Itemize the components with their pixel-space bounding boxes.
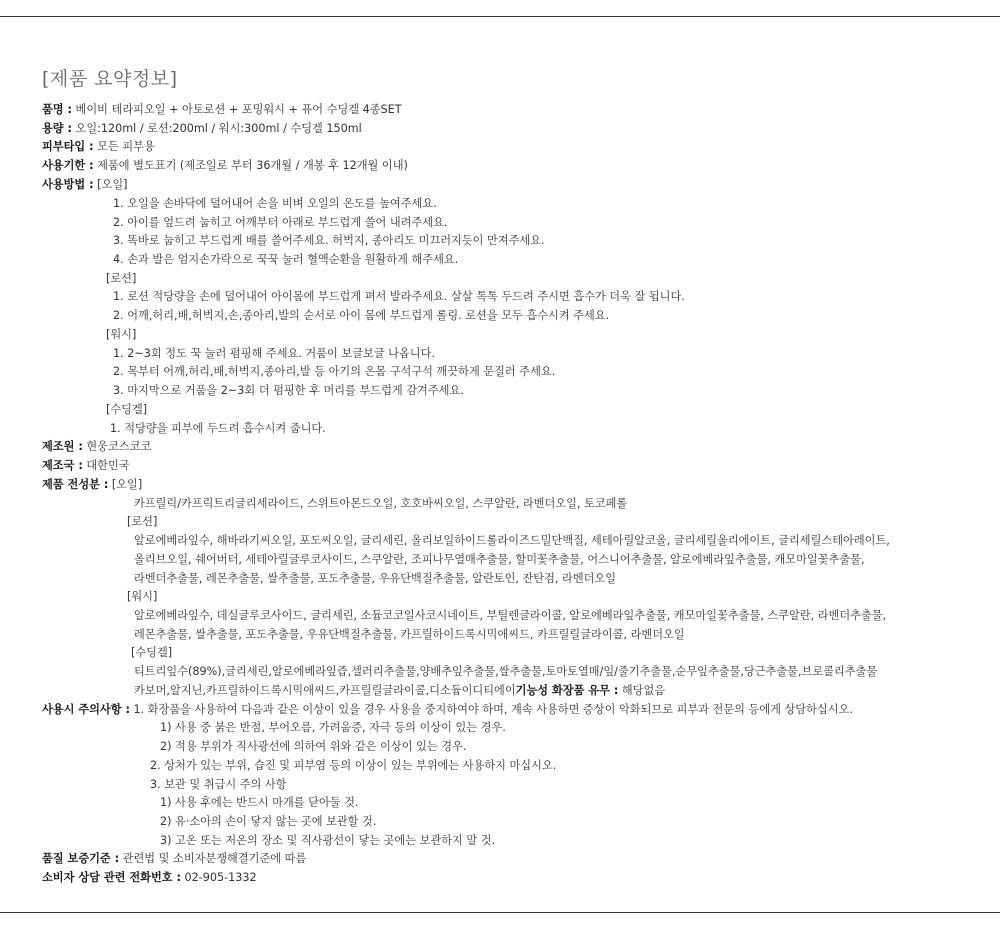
usage-oil-header: [오일] <box>93 178 128 191</box>
skin-type-value: 모든 피부용 <box>93 140 155 153</box>
ingredients-row <box>42 478 142 492</box>
caution-line: 1) 사용 후에는 반드시 마개를 닫아둘 것. <box>160 796 359 809</box>
caution-line: 2) 유·소아의 손이 닿지 않는 곳에 보관할 것. <box>160 815 377 828</box>
ingredients-wash-line: 레몬추출물, 쌀추출물, 포도추출물, 우유단백질추출물, 카프릴하이드록시믹애씨드, 카프릴릴글라이콜, 라벤더오일 <box>134 628 685 641</box>
ingredients-label: 제품 전성분 : <box>42 478 109 491</box>
expiry-value: 제품에 별도표기 (제조일로 부터 36개월 / 개봉 후 12개월 이내) <box>93 159 408 172</box>
quality-row <box>42 852 306 866</box>
ingredients-oil-line: 카프릴릭/카프릭트리글리세라이드, 스위트아몬드오일, 호호바씨오일, 스쿠알란, 라벤더오일, 토코페롤 <box>134 497 628 510</box>
product-name-value: 베이비 테라피오일 + 아토로션 + 포밍워시 + 퓨어 수딩겔 4종SET <box>71 103 402 116</box>
caution-line: 1. 화장품을 사용하여 다음과 같은 이상이 있을 경우 사용을 중지하여야 하며, 계속 사용하면 증상이 악화되므로 피부과 전문의 등에게 상담하십시오. <box>129 703 853 716</box>
ingredients-lotion-header: [로션] <box>127 515 158 528</box>
product-name-row <box>42 103 402 117</box>
cautions-row <box>42 703 853 717</box>
expiry-label: 사용기한 : <box>42 159 94 172</box>
quality-value: 관련법 및 소비자분쟁해결기준에 따름 <box>119 852 307 865</box>
usage-label: 사용방법 : <box>42 178 94 191</box>
caution-line: 3) 고온 또는 저온의 장소 및 직사광선이 닿는 곳에는 보관하지 말 것. <box>160 834 496 847</box>
top-divider <box>0 16 1000 17</box>
ingredients-wash-header: [워시] <box>127 590 158 603</box>
usage-lotion-header: [로션] <box>106 272 137 285</box>
functional-cosmetic-value: 해당없음 <box>618 684 666 697</box>
usage-lotion-step: 2. 어깨,허리,배,허벅지,손,종아리,발의 순서로 아이 몸에 부드럽게 롤링. 로션을 모두 흡수시켜 주세요. <box>113 309 610 322</box>
caution-line: 2. 상처가 있는 부위, 습진 및 피부염 등의 이상이 있는 부위에는 사용하지 마십시오. <box>150 759 557 772</box>
bottom-divider <box>0 912 1000 913</box>
capacity-label: 용량 : <box>42 122 72 135</box>
ingredients-gel-line: 티트리잎수(89%),글리세린,알로에베라잎즙,셀러리추출물,양배추잎추출물,쌀추출물,토마토열매/잎/줄기추출물,순무잎추출물,당근추출물,브로콜리추출물 <box>134 665 878 678</box>
ingredients-gel-line-text: 카보머,알지닌,카프릴하이드록시믹애씨드,카프릴릴글라이콜,디소듐이디티에이 <box>134 684 516 697</box>
product-name-label: 품명 : <box>42 103 72 116</box>
usage-wash-header: [워시] <box>106 328 137 341</box>
ingredients-lotion-line: 라벤더추출물, 레몬추출물, 쌀추출물, 포도추출물, 우유단백질추출물, 알란토인, 잔탄검, 라벤더오일 <box>134 572 617 585</box>
functional-cosmetic-label: 기능성 화장품 유무 : <box>515 684 619 697</box>
usage-wash-step: 1. 2~3회 정도 꾹 눌러 펌핑해 주세요. 거품이 보글보글 나옵니다. <box>113 347 435 360</box>
skin-type-label: 피부타입 : <box>42 140 94 153</box>
quality-label: 품질 보증기준 : <box>42 852 120 865</box>
skin-type-row <box>42 140 155 154</box>
usage-wash-step: 3. 마지막으로 거품을 2~3회 더 펌핑한 후 머리를 부드럽게 감겨주세요. <box>113 384 464 397</box>
usage-oil-step: 1. 오일을 손바닥에 덜어내어 손을 비벼 오일의 온도를 높여주세요. <box>113 197 437 210</box>
usage-lotion-step: 1. 로션 적당량을 손에 덜어내어 아이몸에 부드럽게 펴서 발라주세요. 살살 톡톡 두드려 주시면 흡수가 더욱 잘 됩니다. <box>113 290 685 303</box>
expiry-row <box>42 159 408 173</box>
manufacturer-value: 현웅코스코코 <box>82 440 152 453</box>
caution-line: 3. 보관 및 취급시 주의 사항 <box>150 778 287 791</box>
manufacturer-row <box>42 440 151 454</box>
ingredients-wash-line: 알로에베라잎수, 데실글루코사이드, 글리세린, 소듐코코일사코시네이트, 부틸렌글라이콜, 알로에베라잎추출물, 캐모마일꽃추출물, 스쿠알란, 라벤더추출물, <box>134 609 887 622</box>
ingredients-lotion-line: 알로에베라잎수, 해바라기씨오일, 포도씨오일, 글리세린, 올리보일하이드롤라이즈드밀단백질, 세테아릴알코올, 글리세릴올리에이트, 글리세릴스테아레이트, <box>134 534 890 547</box>
usage-gel-header: [수딩겔] <box>106 403 148 416</box>
usage-row <box>42 178 128 192</box>
cautions-label: 사용시 주의사항 : <box>42 703 130 716</box>
origin-value: 대한민국 <box>82 459 130 472</box>
ingredients-gel-header: [수딩겔] <box>131 646 173 659</box>
usage-gel-step: 1. 적당량을 피부에 두드려 흡수시켜 줍니다. <box>110 422 326 435</box>
capacity-row <box>42 122 362 136</box>
capacity-value: 오일:120ml / 로션:200ml / 워시:300ml / 수딩겔 150ml <box>71 122 362 135</box>
usage-oil-step: 2. 아이를 엎드려 눕히고 어깨부터 아래로 부드럽게 쓸어 내려주세요. <box>113 216 448 229</box>
usage-oil-step: 4. 손과 발은 엄지손가락으로 꾹꾹 눌러 혈액순환을 원활하게 해주세요. <box>113 253 459 266</box>
consumer-label: 소비자 상담 관련 전화번호 : <box>42 871 181 884</box>
consumer-row <box>42 871 257 885</box>
ingredients-gel-line-2 <box>134 684 665 698</box>
origin-label: 제조국 : <box>42 459 83 472</box>
ingredients-oil-header: [오일] <box>108 478 143 491</box>
usage-wash-step: 2. 목부터 어깨,허리,배,허벅지,종아리,발 등 아기의 온몸 구석구석 깨끗하게 문질러 주세요. <box>113 365 556 378</box>
manufacturer-label: 제조원 : <box>42 440 83 453</box>
page-title: [제품 요약정보] <box>42 68 178 90</box>
caution-line: 1) 사용 중 붉은 반점, 부어오름, 가려움증, 자극 등의 이상이 있는 경우. <box>160 721 506 734</box>
consumer-phone: 02-905-1332 <box>180 871 257 884</box>
origin-row <box>42 459 130 473</box>
ingredients-lotion-line: 올리브오일, 쉐어버터, 세테아릴글루코사이드, 스쿠알란, 조피나무열매추출물, 할미꽃추출물, 어스니어추출물, 알로에베라잎추출물, 캐모마일꽃추출물, <box>134 553 865 566</box>
usage-oil-step: 3. 똑바로 눕히고 부드럽게 배를 쓸어주세요. 허벅지, 종아리도 미끄러지듯이 만져주세요. <box>113 234 545 247</box>
caution-line: 2) 적용 부위가 직사광선에 의하여 위와 같은 이상이 있는 경우. <box>160 740 467 753</box>
